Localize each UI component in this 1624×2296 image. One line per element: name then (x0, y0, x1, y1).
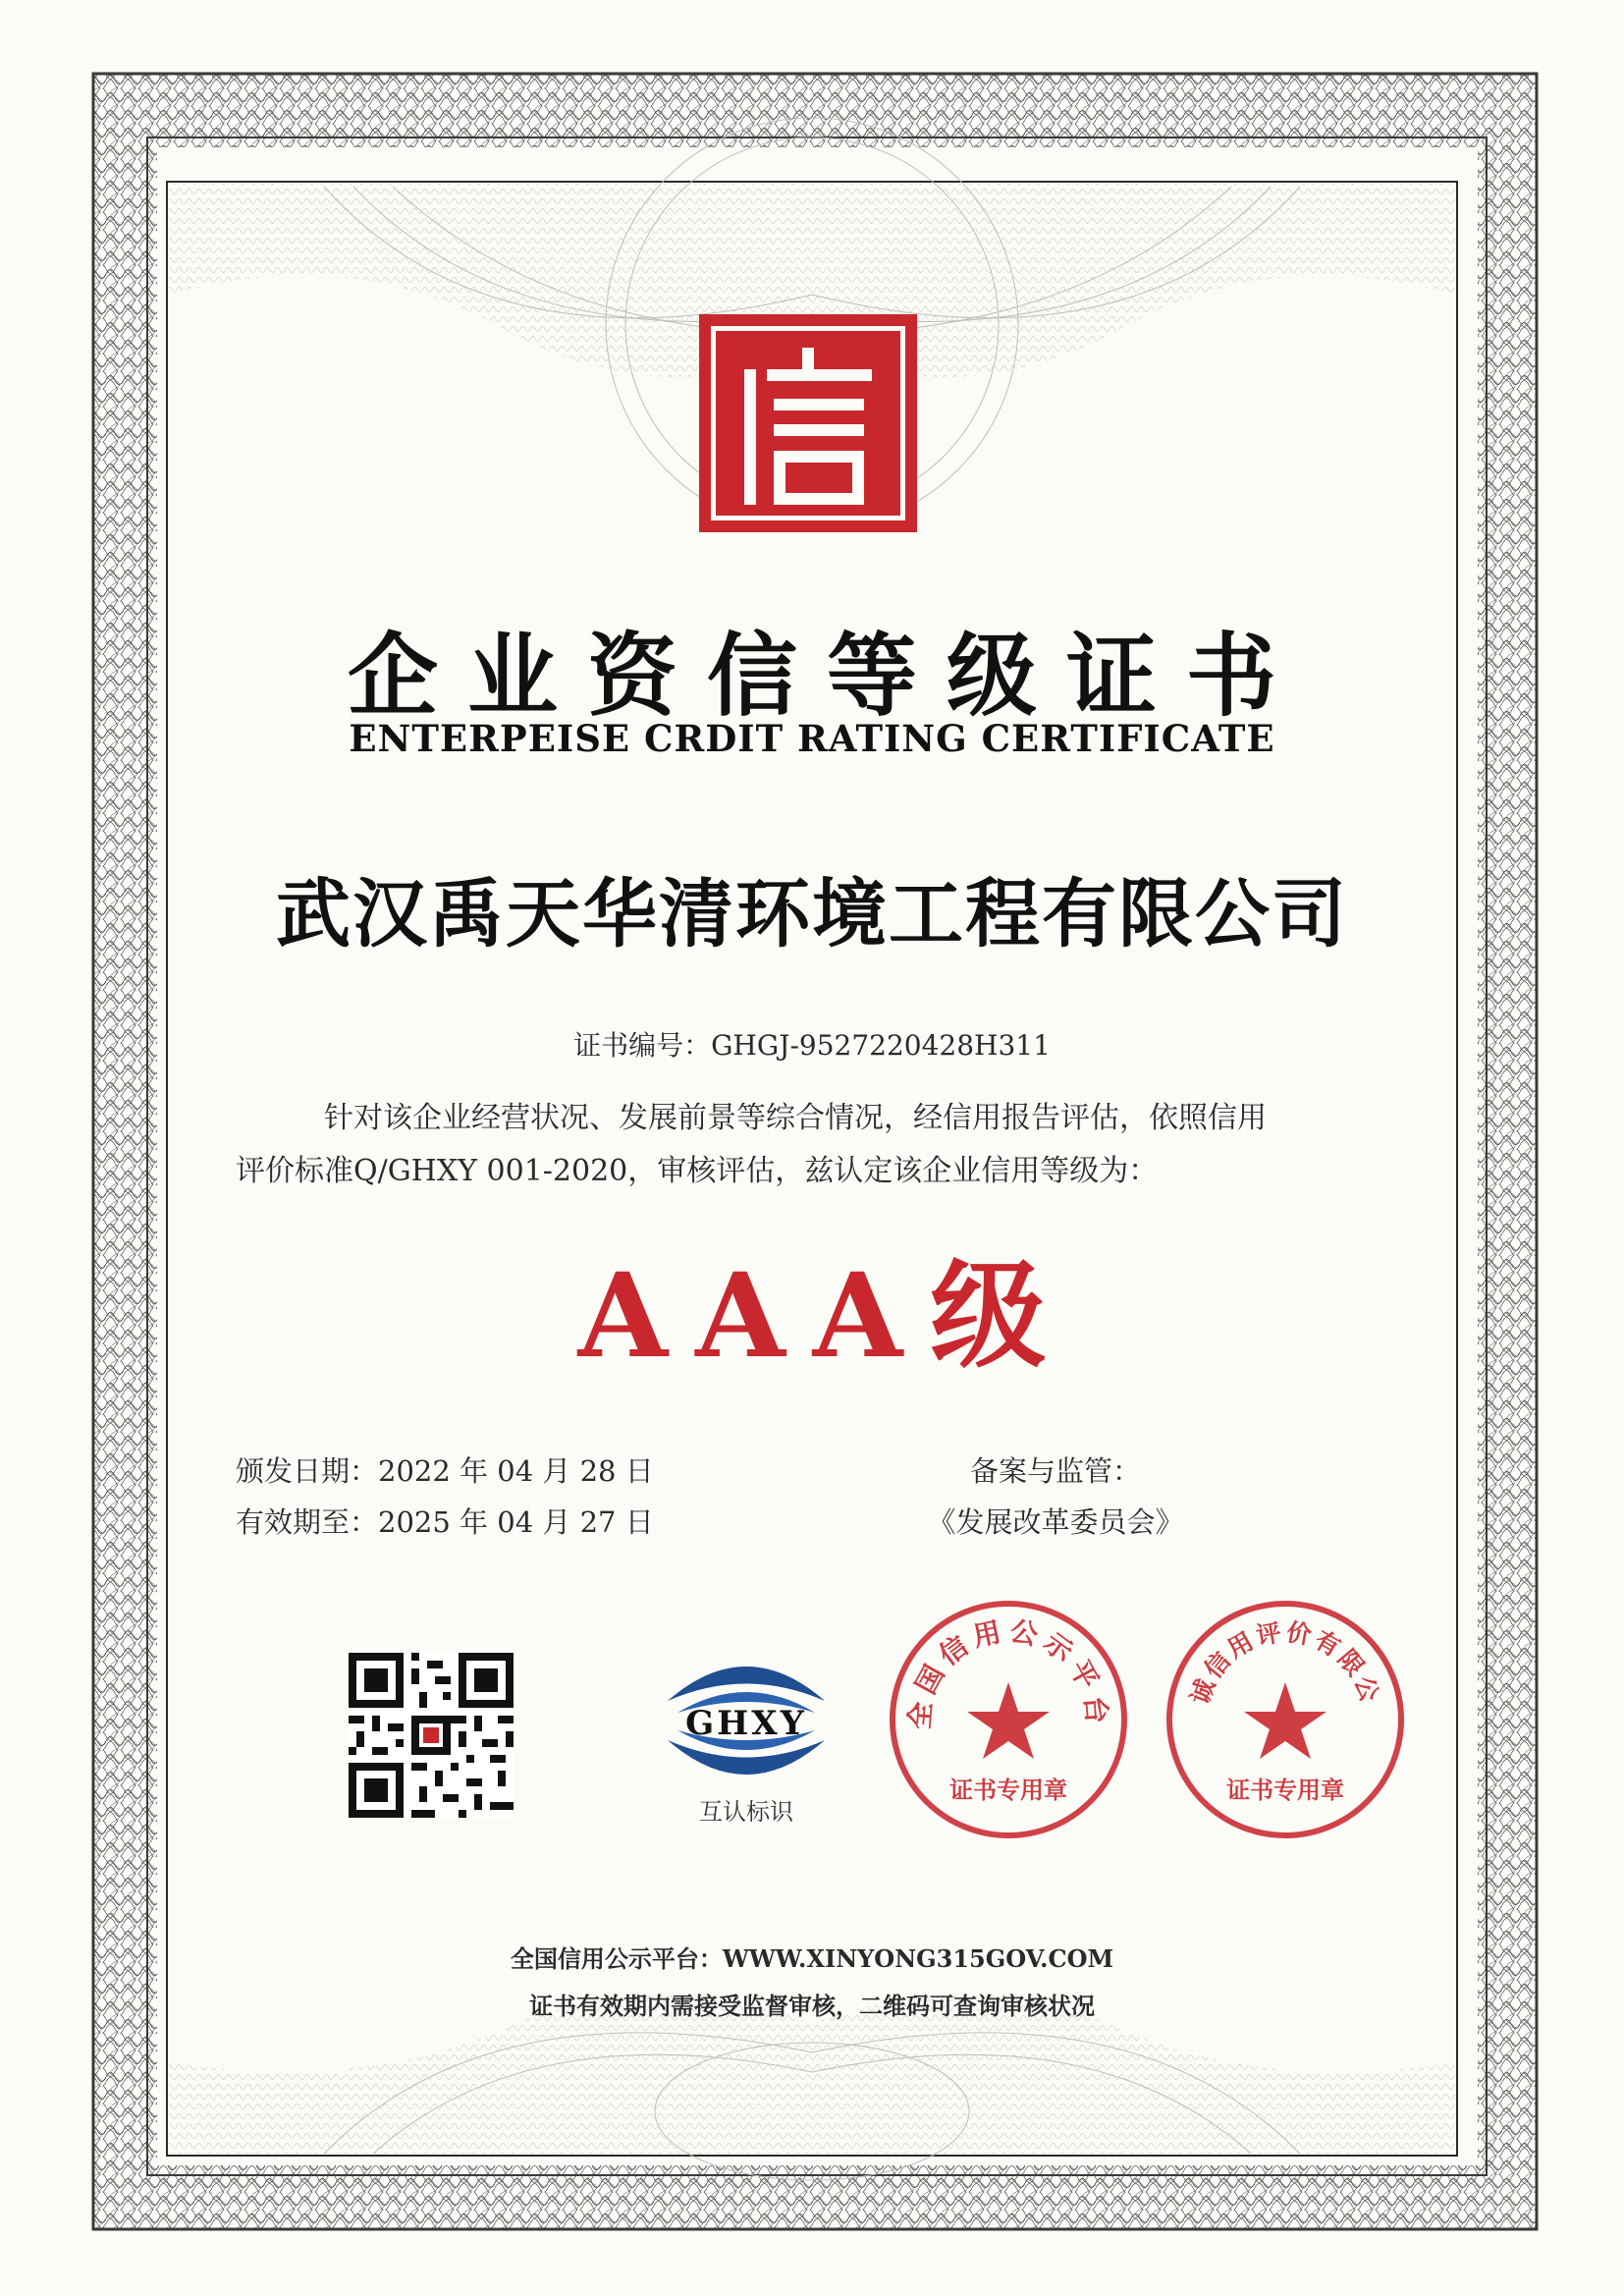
assessment-paragraph (236, 1092, 1365, 1198)
paragraph-line-1: 针对该企业经营状况、发展前景等综合情况，经信用报告评估，依照信用 (324, 1101, 1267, 1135)
seal-2-ring-text: 诚信用评价有限公 (1185, 1617, 1385, 1709)
title-chinese: 企业资信等级证书 (347, 623, 1306, 729)
emblem-icon (699, 314, 917, 532)
issue-date: 颁发日期：2022 年 04 月 28 日 (236, 1454, 654, 1488)
company-name: 武汉禹天华清环境工程有限公司 (276, 870, 1348, 957)
seal-2-center-text: 证书专用章 (1226, 1777, 1344, 1804)
seal-1-ring-text: 全国信用公示平台 (902, 1613, 1114, 1731)
logo-caption: 互认标识 (699, 1798, 793, 1826)
qr-code-icon[interactable] (349, 1653, 514, 1818)
title-english: ENTERPEISE CRDIT RATING CERTIFICATE (349, 717, 1275, 760)
seal-1-center-text: 证书专用章 (949, 1777, 1067, 1804)
footer-notice: 证书有效期内需接受监督审核，二维码可查询审核状况 (529, 1992, 1095, 2020)
ghxy-logo-text: GHXY (685, 1704, 807, 1743)
svg-text:高诚信用评价有限公司 (1164, 1598, 1385, 1708)
paragraph-line-2: 评价标准Q/GHXY 001-2020，审核评估，兹认定该企业信用等级为： (236, 1154, 1159, 1188)
seal-stamp-icon (887, 1598, 1130, 1841)
ghxy-logo-icon (648, 1642, 844, 1789)
supervision-block (913, 1446, 1198, 1548)
certificate-number: 证书编号：GHGJ-9527220428H311 (573, 1029, 1051, 1062)
credit-grade: AAA级 (577, 1247, 1074, 1384)
supervision-label: 备案与监管： (969, 1454, 1141, 1488)
seal-stamp-icon (1164, 1598, 1407, 1841)
valid-until-date: 有效期至：2025 年 04 月 27 日 (236, 1505, 654, 1539)
footer-platform-url: 全国信用公示平台：WWW.XINYONG315GOV.COM (510, 1944, 1114, 1973)
supervision-org: 《发展改革委员会》 (927, 1505, 1184, 1539)
date-block (236, 1446, 654, 1548)
